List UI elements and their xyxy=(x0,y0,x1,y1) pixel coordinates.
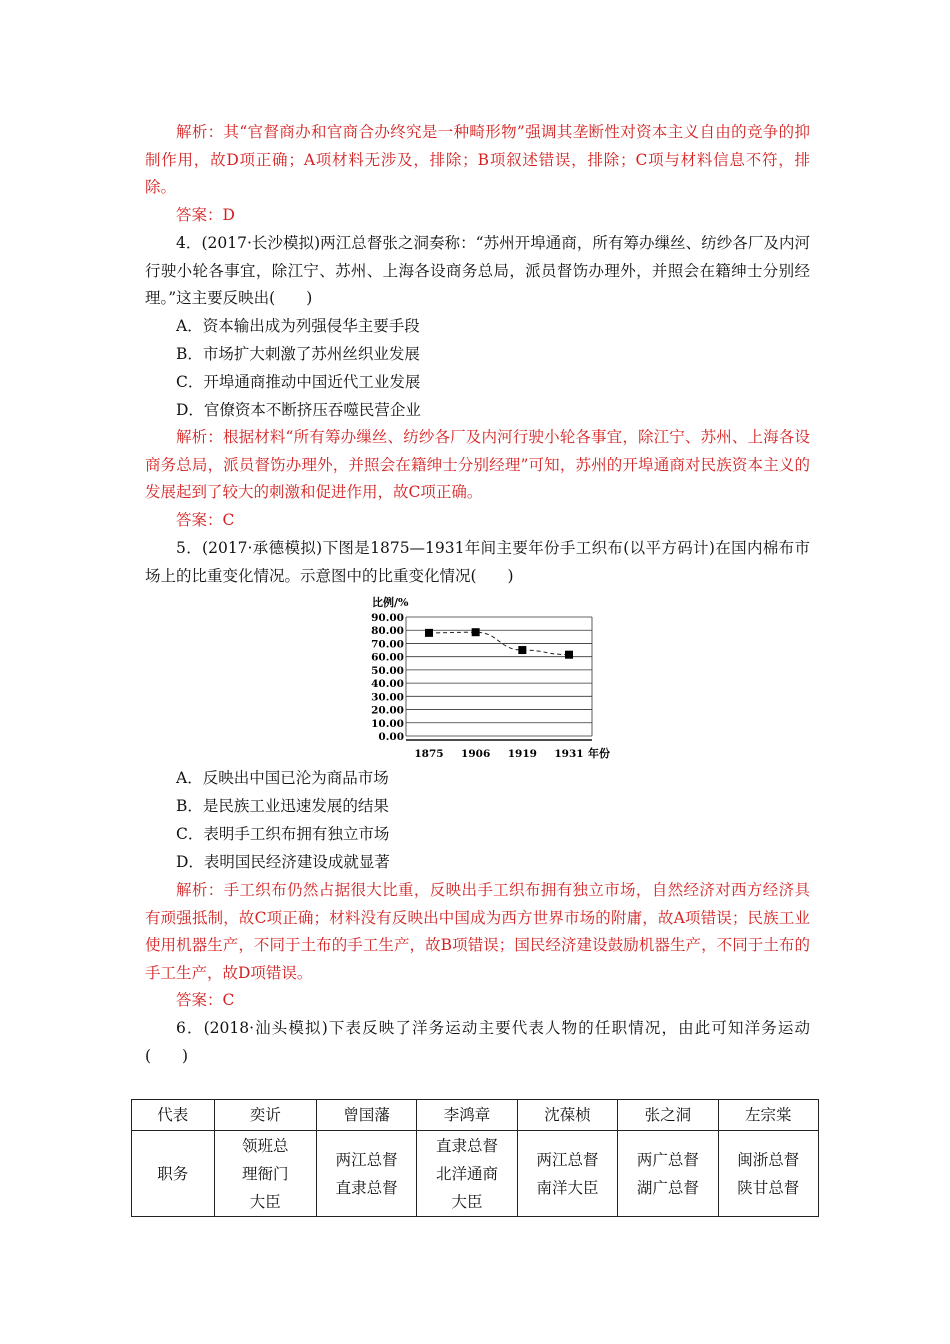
q4-option-b: B．市场扩大刺激了苏州丝织业发展 xyxy=(176,345,420,363)
header-cell: 奕䜣 xyxy=(214,1100,316,1131)
cell-line: 大臣 xyxy=(249,1192,281,1211)
q4-option-d: D．官僚资本不断挤压吞噬民营企业 xyxy=(176,401,421,419)
y-tick-label: 60.00 xyxy=(371,651,404,664)
q3-analysis: 解析：其“官督商办和官商合办终究是一种畸形物”强调其垄断性对资本主义自由的竞争的抑制作用，故D项正确；A项材料无涉及，排除；B项叙述错误，排除；C项与材料信息不符，排除。 xyxy=(145,123,810,196)
x-axis-label: 年份 xyxy=(588,747,610,760)
table-cell xyxy=(517,1131,617,1217)
y-tick-label: 40.00 xyxy=(371,678,404,691)
y-tick-label: 20.00 xyxy=(371,704,404,717)
x-tick-label: 1906 xyxy=(461,748,491,760)
y-tick-label: 30.00 xyxy=(371,691,404,704)
x-tick-label: 1931 xyxy=(554,748,584,760)
q3-answer: 答案：D xyxy=(176,206,235,224)
header-cell: 曾国藩 xyxy=(316,1100,416,1131)
cell-line: 陕甘总督 xyxy=(737,1178,800,1197)
header-cell: 李鸿章 xyxy=(417,1100,517,1131)
y-tick-label: 70.00 xyxy=(371,638,404,651)
table-header-row xyxy=(132,1100,819,1131)
cell-line: 直隶总督 xyxy=(436,1136,499,1155)
cell-line: 南洋大臣 xyxy=(536,1178,599,1197)
chart-grid xyxy=(406,617,592,740)
q5-option-d: D．表明国民经济建设成就显著 xyxy=(176,853,390,871)
q5-option-a: A．反映出中国已沦为商品市场 xyxy=(176,769,389,787)
x-tick-label: 1875 xyxy=(414,748,444,760)
table-cell xyxy=(417,1131,517,1217)
officials-table xyxy=(131,1099,819,1217)
q5-stem: 5．(2017·承德模拟)下图是1875—1931年间主要年份手工织布(以平方码计)在国内棉布市场上的比重变化情况。示意图中的比重变化情况( ) xyxy=(145,539,810,585)
y-axis-label: 比例/% xyxy=(372,596,409,609)
q4-answer: 答案：C xyxy=(176,511,235,529)
cell-line: 两江总督 xyxy=(536,1150,599,1169)
cell-line: 北洋通商 xyxy=(436,1164,499,1183)
data-point xyxy=(425,629,433,637)
x-tick-label: 1919 xyxy=(507,748,537,760)
y-tick-label: 90.00 xyxy=(371,612,404,624)
cell-line: 直隶总督 xyxy=(335,1178,398,1197)
data-point xyxy=(472,628,480,636)
table-cell xyxy=(214,1131,316,1217)
line-chart xyxy=(366,593,616,768)
y-tick-label: 80.00 xyxy=(371,625,404,638)
cell-line: 理衙门 xyxy=(241,1164,289,1183)
header-cell: 张之洞 xyxy=(618,1100,718,1131)
q6-stem: 6．(2018·汕头模拟)下表反映了洋务运动主要代表人物的任职情况，由此可知洋务运动( ) xyxy=(145,1019,810,1065)
cell-line: 湖广总督 xyxy=(636,1178,699,1197)
cell-line: 大臣 xyxy=(451,1192,483,1211)
cell-line: 两广总督 xyxy=(636,1150,699,1169)
q4-stem: 4．(2017·长沙模拟)两江总督张之洞奏称：“苏州开埠通商，所有筹办缫丝、纺纱各厂及内河行驶小轮各事宜，除江宁、苏州、上海各设商务总局，派员督饬办理外，并照会在籍绅士分别经理。”这主要反映出( ) xyxy=(145,234,810,307)
y-tick-label: 0.00 xyxy=(378,731,404,743)
data-point xyxy=(518,646,526,654)
table-row xyxy=(132,1131,819,1217)
chart-x-ticks xyxy=(414,748,583,760)
q4-analysis: 解析：根据材料“所有筹办缫丝、纺纱各厂及内河行驶小轮各事宜，除江宁、苏州、上海各设商务总局，派员督饬办理外，并照会在籍绅士分别经理”可知，苏州的开埠通商对民族资本主义的发展起到了较大的刺激和促进作用，故C项正确。 xyxy=(145,428,810,501)
header-cell: 沈葆桢 xyxy=(517,1100,617,1131)
table-cell xyxy=(618,1131,718,1217)
cell-line: 闽浙总督 xyxy=(737,1150,800,1169)
cell-line: 领班总 xyxy=(241,1136,289,1155)
q5-answer: 答案：C xyxy=(176,991,235,1009)
q5-option-b: B．是民族工业迅速发展的结果 xyxy=(176,797,389,815)
q5-analysis: 解析：手工织布仍然占据很大比重，反映出手工织布拥有独立市场，自然经济对西方经济具有顽强抵制，故C项正确；材料没有反映出中国成为西方世界市场的附庸，故A项错误；民族工业使用机器生产，不同于土布的手工生产，故B项错误；国民经济建设鼓励机器生产，不同于土布的手工生产，故D项错误。 xyxy=(145,881,810,982)
q4-option-c: C．开埠通商推动中国近代工业发展 xyxy=(176,373,421,391)
header-cell: 左宗棠 xyxy=(718,1100,818,1131)
data-point xyxy=(565,651,573,659)
y-tick-label: 50.00 xyxy=(371,664,404,677)
table-cell xyxy=(718,1131,818,1217)
header-cell: 代表 xyxy=(132,1100,215,1131)
row-label: 职务 xyxy=(132,1131,215,1217)
y-tick-label: 10.00 xyxy=(371,717,404,730)
chart-y-ticks xyxy=(371,612,404,743)
q4-option-a: A．资本输出成为列强侵华主要手段 xyxy=(176,317,420,335)
table-cell xyxy=(316,1131,416,1217)
q5-option-c: C．表明手工织布拥有独立市场 xyxy=(176,825,390,843)
cell-line: 两江总督 xyxy=(335,1150,398,1169)
